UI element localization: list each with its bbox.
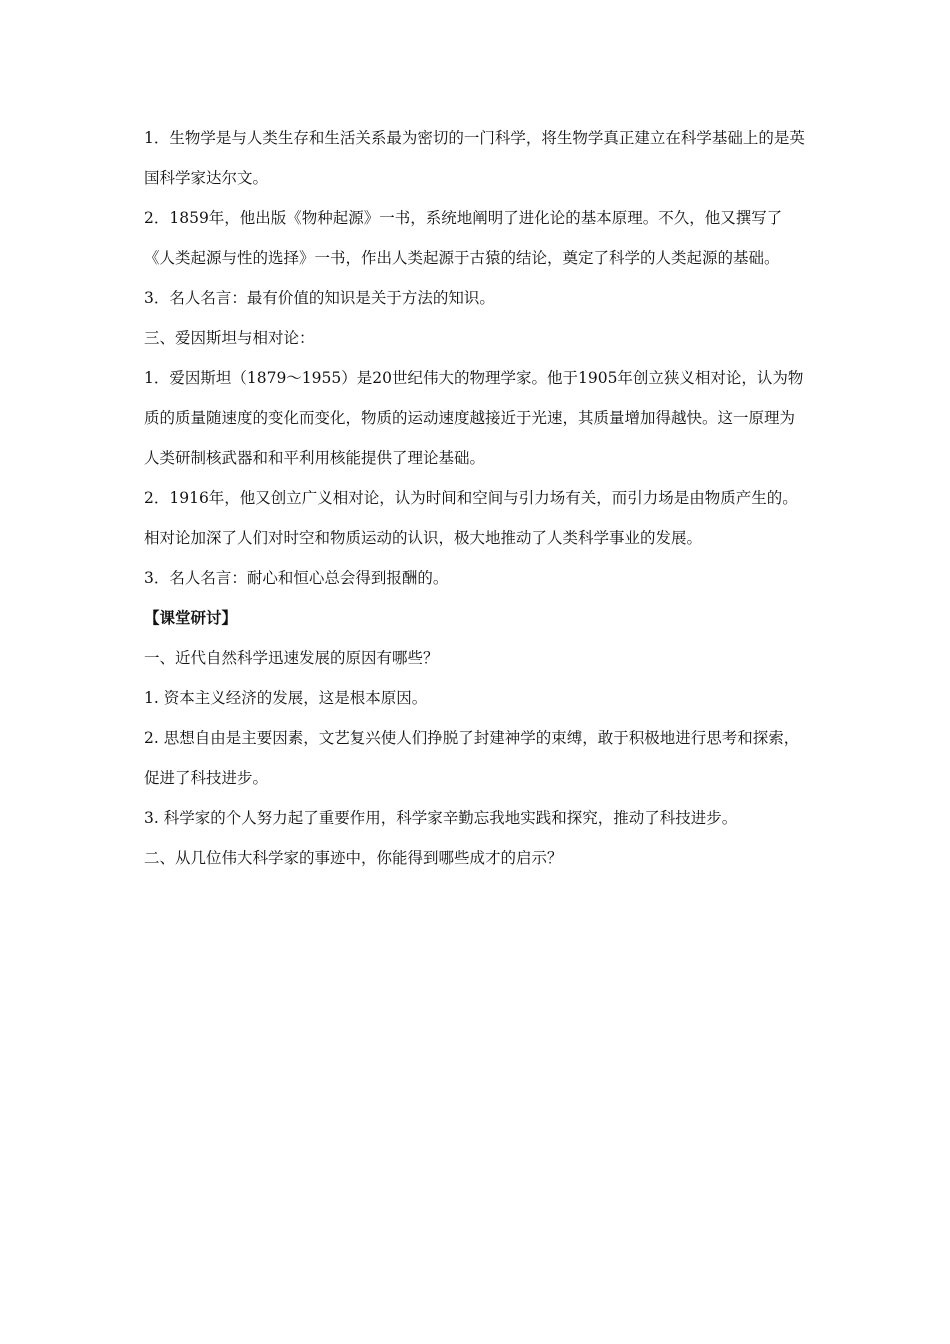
paragraph-einstein-general: 2．1916年，他又创立广义相对论，认为时间和空间与引力场有关，而引力场是由物质产生的。相对论加深了人们对时空和物质运动的认识，极大地推动了人类科学事业的发展。 <box>144 489 798 547</box>
answer-point-one: 1. 资本主义经济的发展，这是根本原因。 <box>144 689 428 707</box>
section-heading-einstein: 三、爱因斯坦与相对论： <box>144 329 315 347</box>
question-one: 一、近代自然科学迅速发展的原因有哪些？ <box>144 649 439 667</box>
paragraph-darwin-intro: 1．生物学是与人类生存和生活关系最为密切的一门科学，将生物学真正建立在科学基础上的是英国科学家达尔文。 <box>144 129 805 187</box>
paragraph-einstein-quote: 3．名人名言：耐心和恒心总会得到报酬的。 <box>144 569 449 587</box>
section-heading-classroom-discussion: 【课堂研讨】 <box>144 609 238 627</box>
document-body <box>144 118 810 878</box>
paragraph-darwin-quote: 3．名人名言：最有价值的知识是关于方法的知识。 <box>144 289 495 307</box>
question-two: 二、从几位伟大科学家的事迹中，你能得到哪些成才的启示？ <box>144 849 563 867</box>
paragraph-darwin-works: 2．1859年，他出版《物种起源》一书，系统地阐明了进化论的基本原理。不久，他又撰写了《人类起源与性的选择》一书，作出人类起源于古猿的结论，奠定了科学的人类起源的基础。 <box>144 209 783 267</box>
paragraph-einstein-special: 1．爱因斯坦（1879～1955）是20世纪伟大的物理学家。他于1905年创立狭义相对论，认为物质的质量随速度的变化而变化，物质的运动速度越接近于光速，其质量增加得越快。这一原理为人类研制核武器和和平利用核能提供了理论基础。 <box>144 369 804 467</box>
answer-point-two: 2. 思想自由是主要因素，文艺复兴使人们挣脱了封建神学的束缚，敢于积极地进行思考和探索，促进了科技进步。 <box>144 729 800 787</box>
answer-point-three: 3. 科学家的个人努力起了重要作用，科学家辛勤忘我地实践和探究，推动了科技进步。 <box>144 809 738 827</box>
